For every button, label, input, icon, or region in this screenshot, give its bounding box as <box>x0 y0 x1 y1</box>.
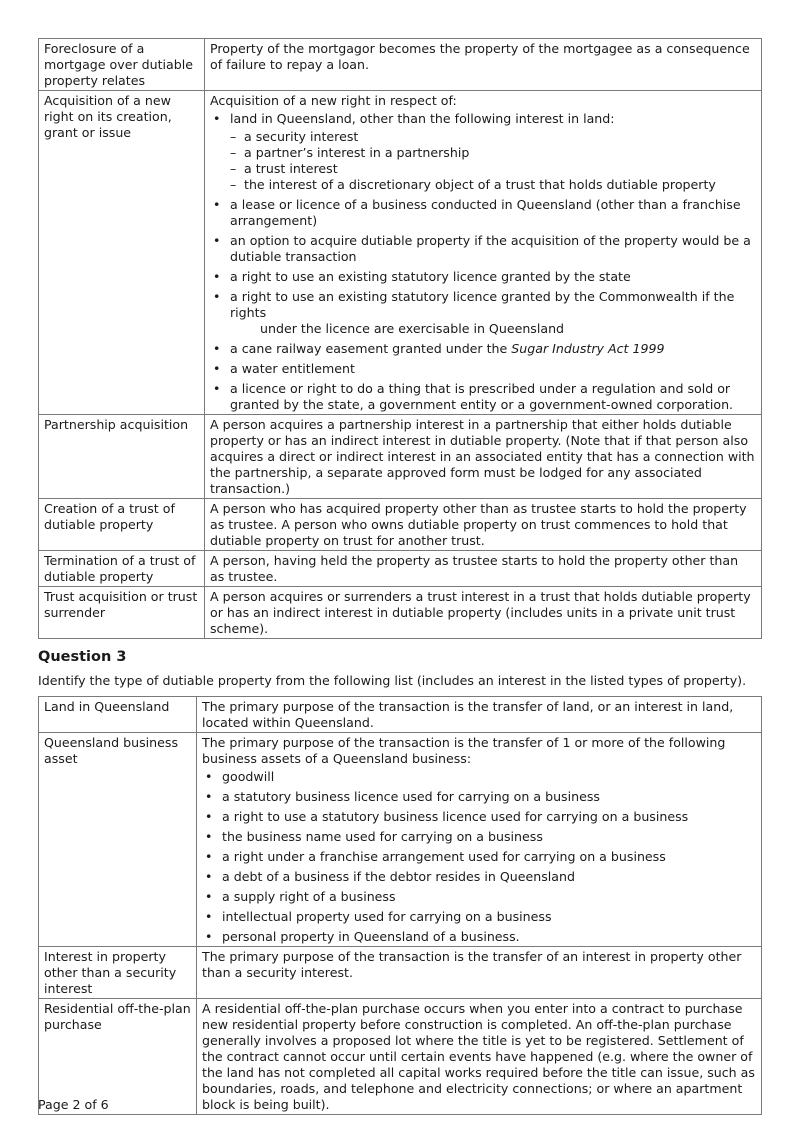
list-item: • a debt of a business if the debtor resides in Queensland <box>202 869 756 885</box>
row-description: A person acquires a partnership interest in a partnership that either holds dutiable property or has an indirect interest in dutiable property. (Note that if that person also acquires a direct or indirect interest in an associated entity that has a connection with the partnership, a separate approved form must be lodged for any associated transaction.) <box>205 415 762 499</box>
row-description: A person, having held the property as trustee starts to hold the property other than as trustee. <box>205 551 762 587</box>
transaction-types-table <box>38 38 762 639</box>
row-label: Foreclosure of a mortgage over dutiable property relates <box>39 39 205 91</box>
row-description <box>205 91 762 415</box>
row-description: A person who has acquired property other than as trustee starts to hold the property as trustee. A person who owns dutiable property on trust commences to hold that dutiable property on trust for another trust. <box>205 499 762 551</box>
table-row <box>39 39 762 91</box>
question-heading: Question 3 <box>38 649 127 665</box>
list-item: • intellectual property used for carrying on a business <box>202 909 756 925</box>
table-row <box>39 551 762 587</box>
list-item: • land in Queensland, other than the following interest in land: – a security interest – a partner’s interest in a partnership – a trust interest – the interest of a discretionary object of a trust that holds dutiable property <box>210 111 756 193</box>
row-description: A person acquires or surrenders a trust interest in a trust that holds dutiable property or has an indirect interest in dutiable property (includes units in a private unit trust scheme). <box>205 587 762 639</box>
table-row <box>39 697 762 733</box>
row-intro: The primary purpose of the transaction is the transfer of 1 or more of the following business assets of a Queensland business: <box>202 735 726 766</box>
list-item: – a partner’s interest in a partnership <box>230 145 756 161</box>
row-label: Acquisition of a new right on its creation, grant or issue <box>39 91 205 415</box>
row-intro: Acquisition of a new right in respect of: <box>210 93 457 108</box>
bullet-list <box>202 769 756 945</box>
list-item: • a right to use an existing statutory licence granted by the Commonwealth if the rights under the licence are exercisable in Queensland <box>210 289 756 337</box>
row-label: Partnership acquisition <box>39 415 205 499</box>
table-row <box>39 947 762 999</box>
list-item: • a right under a franchise arrangement used for carrying on a business <box>202 849 756 865</box>
page-content <box>38 38 762 1115</box>
list-item: • goodwill <box>202 769 756 785</box>
row-description: Property of the mortgagor becomes the property of the mortgagee as a consequence of failure to repay a loan. <box>205 39 762 91</box>
bullet-list <box>210 111 756 413</box>
table-row <box>39 415 762 499</box>
row-description: The primary purpose of the transaction is the transfer of an interest in property other than a security interest. <box>197 947 762 999</box>
row-description: A residential off-the-plan purchase occurs when you enter into a contract to purchase new residential property before construction is completed. An off-the-plan purchase generally involves a proposed lot where the title is yet to be registered. Settlement of the contract cannot occur until certain events have happened (e.g. where the owner of the land has not completed all capital works required before the title can issue, such as boundaries, roads, and telephone and electricity connections; or where an apartment block is being built). <box>197 999 762 1115</box>
row-label: Termination of a trust of dutiable property <box>39 551 205 587</box>
page-number: Page 2 of 6 <box>38 1097 109 1112</box>
dash-list <box>230 129 756 193</box>
table-row <box>39 499 762 551</box>
list-item: • a right to use a statutory business licence used for carrying on a business <box>202 809 756 825</box>
table-row <box>39 733 762 947</box>
list-item: • an option to acquire dutiable property if the acquisition of the property would be a dutiable transaction <box>210 233 756 265</box>
table-row <box>39 91 762 415</box>
list-item: • a licence or right to do a thing that is prescribed under a regulation and sold or granted by the state, a government entity or a government-owned corporation. <box>210 381 756 413</box>
list-item: • a cane railway easement granted under the Sugar Industry Act 1999 <box>210 341 756 357</box>
row-label: Interest in property other than a security interest <box>39 947 197 999</box>
list-item: • personal property in Queensland of a business. <box>202 929 756 945</box>
list-item: • the business name used for carrying on a business <box>202 829 756 845</box>
list-item: – a security interest <box>230 129 756 145</box>
list-item: – a trust interest <box>230 161 756 177</box>
row-label: Creation of a trust of dutiable property <box>39 499 205 551</box>
question-intro: Identify the type of dutiable property from the following list (includes an interest in the listed types of property). <box>38 673 747 688</box>
list-item: • a supply right of a business <box>202 889 756 905</box>
table-row <box>39 999 762 1115</box>
list-item: • a right to use an existing statutory licence granted by the state <box>210 269 756 285</box>
list-item: • a lease or licence of a business conducted in Queensland (other than a franchise arrangement) <box>210 197 756 229</box>
row-description <box>197 733 762 947</box>
row-label: Trust acquisition or trust surrender <box>39 587 205 639</box>
table-row <box>39 587 762 639</box>
list-item: – the interest of a discretionary object of a trust that holds dutiable property <box>230 177 756 193</box>
row-description: The primary purpose of the transaction is the transfer of land, or an interest in land, located within Queensland. <box>197 697 762 733</box>
row-label: Residential off-the-plan purchase <box>39 999 197 1115</box>
row-label: Land in Queensland <box>39 697 197 733</box>
list-item: • a water entitlement <box>210 361 756 377</box>
act-title: Sugar Industry Act 1999 <box>511 341 665 356</box>
row-label: Queensland business asset <box>39 733 197 947</box>
property-types-table <box>38 696 762 1115</box>
list-item: • a statutory business licence used for carrying on a business <box>202 789 756 805</box>
